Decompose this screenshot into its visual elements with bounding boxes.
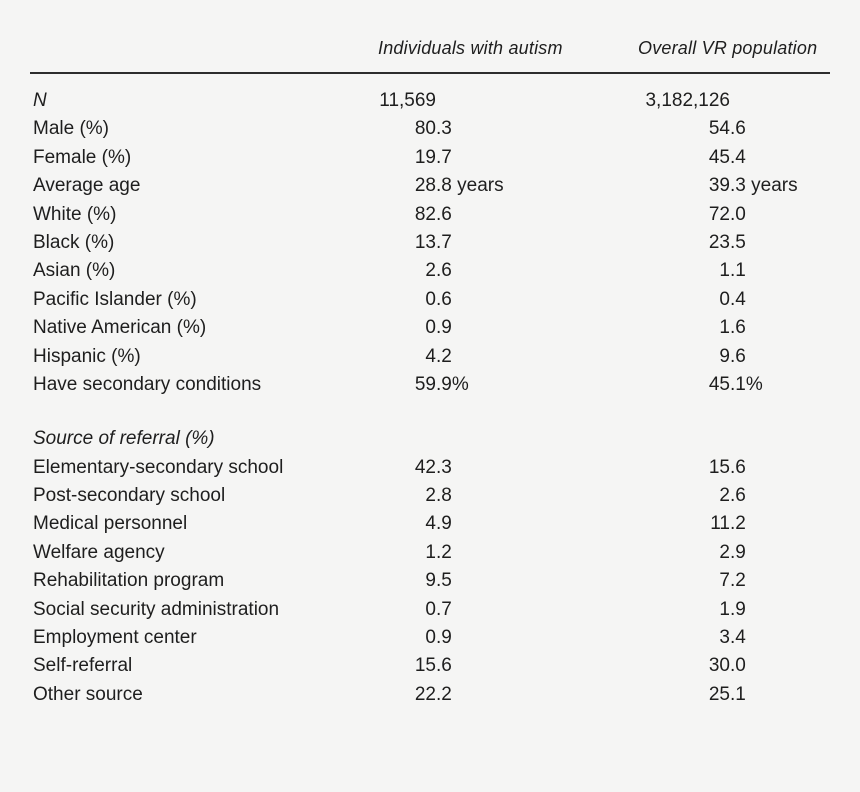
- autism-value: 4: [425, 345, 436, 367]
- autism-value: 9: [425, 570, 436, 592]
- row-label: Rehabilitation program: [33, 570, 225, 592]
- overall-value: 2: [719, 485, 730, 507]
- autism-value: 0: [425, 598, 436, 620]
- row-label: Welfare agency: [33, 541, 165, 563]
- overall-value: 9: [719, 345, 730, 367]
- overall-value: 3,182,126: [645, 90, 730, 111]
- autism-value-suffix: .8 years: [436, 175, 504, 197]
- overall-value: 0: [719, 288, 730, 310]
- overall-value-suffix: .6: [730, 118, 746, 140]
- autism-value-suffix: .9: [436, 627, 452, 649]
- section-header-row: [0, 425, 860, 453]
- table-top-rule: [30, 72, 830, 74]
- autism-value: 0: [425, 288, 436, 310]
- table-row: [0, 624, 860, 652]
- row-label: Elementary-secondary school: [33, 456, 284, 478]
- table-row: [0, 286, 860, 314]
- autism-value-suffix: .6: [436, 655, 452, 677]
- row-label: Other source: [33, 683, 143, 705]
- autism-value: 19: [414, 146, 436, 168]
- overall-value-suffix: .0: [730, 203, 746, 225]
- autism-value: 15: [414, 655, 436, 677]
- table-row: [0, 229, 860, 257]
- row-label: Source of referral (%): [33, 428, 215, 450]
- row-label: Employment center: [33, 627, 197, 649]
- autism-value: 80: [414, 118, 436, 140]
- overall-value: 11: [710, 513, 730, 535]
- autism-value-suffix: .2: [436, 683, 452, 705]
- table-row: [0, 454, 860, 482]
- row-label: Medical personnel: [33, 513, 188, 535]
- autism-value-suffix: .2: [436, 345, 452, 367]
- row-label: Hispanic (%): [33, 345, 141, 367]
- overall-value: 1: [719, 317, 730, 339]
- autism-value: 11,569: [379, 90, 436, 111]
- overall-value-suffix: .4: [730, 627, 746, 649]
- overall-value-suffix: [730, 87, 860, 115]
- overall-value: 23: [708, 231, 730, 253]
- autism-value: 2: [425, 485, 436, 507]
- table-row: [0, 482, 860, 510]
- overall-value-suffix: .6: [730, 317, 746, 339]
- table-row: [0, 371, 860, 399]
- overall-value-suffix: .2: [730, 570, 746, 592]
- autism-value-suffix: .3: [436, 118, 452, 140]
- row-label: Social security administration: [33, 598, 280, 620]
- overall-value-suffix: .6: [730, 485, 746, 507]
- row-label: Pacific Islander (%): [33, 288, 197, 310]
- overall-value-suffix: .6: [730, 456, 746, 478]
- row-label: Female (%): [33, 146, 132, 168]
- autism-value-suffix: .7: [436, 146, 452, 168]
- overall-value: 7: [719, 570, 730, 592]
- autism-value: 42: [414, 456, 436, 478]
- autism-value-suffix: .8: [436, 485, 452, 507]
- overall-value-suffix: .9: [730, 541, 746, 563]
- row-label: White (%): [33, 203, 117, 225]
- spacer-row: [0, 399, 860, 425]
- overall-value-suffix: .4: [730, 288, 746, 310]
- table-row: [0, 314, 860, 342]
- autism-value: 82: [414, 203, 436, 225]
- autism-value-suffix: .9%: [436, 373, 469, 395]
- overall-value-suffix: .1%: [730, 373, 763, 395]
- overall-value-suffix: .1: [730, 260, 746, 282]
- table-row: [0, 172, 860, 200]
- row-label: Post-secondary school: [33, 485, 226, 507]
- overall-value: 15: [708, 456, 730, 478]
- table-row: [0, 681, 860, 709]
- overall-value: 45: [708, 373, 730, 395]
- overall-value-suffix: .5: [730, 231, 746, 253]
- overall-value: 1: [719, 598, 730, 620]
- table-row: [0, 510, 860, 538]
- overall-value-suffix: .3 years: [730, 175, 798, 197]
- autism-value-suffix: .9: [436, 513, 452, 535]
- table-row: [0, 201, 860, 229]
- row-label: Self-referral: [33, 655, 133, 677]
- table-row: [0, 567, 860, 595]
- overall-value-suffix: .0: [730, 655, 746, 677]
- overall-value: 39: [708, 175, 730, 197]
- autism-value: 0: [425, 317, 436, 339]
- table-row: [0, 257, 860, 285]
- overall-value-suffix: .6: [730, 345, 746, 367]
- table-row: [0, 596, 860, 624]
- column-header-overall: Overall VR population: [638, 38, 818, 58]
- autism-value-suffix: .9: [436, 317, 452, 339]
- row-label: Have secondary conditions: [33, 373, 262, 395]
- autism-value-suffix: .6: [436, 203, 452, 225]
- row-label: N: [33, 90, 47, 111]
- autism-value-suffix: .2: [436, 541, 452, 563]
- autism-value-suffix: .3: [436, 456, 452, 478]
- row-label: Black (%): [33, 231, 115, 253]
- overall-value: 25: [708, 683, 730, 705]
- overall-value-suffix: .9: [730, 598, 746, 620]
- overall-value-suffix: .4: [730, 146, 746, 168]
- autism-value: 1: [425, 541, 436, 563]
- overall-value: 54: [708, 118, 730, 140]
- table-row: [0, 115, 860, 143]
- column-header-autism: Individuals with autism: [378, 38, 563, 58]
- overall-value: 2: [719, 541, 730, 563]
- autism-value: 0: [425, 627, 436, 649]
- autism-value-suffix: .7: [436, 231, 452, 253]
- row-label: Male (%): [33, 118, 110, 140]
- autism-value: 22: [414, 683, 436, 705]
- overall-value: 3: [719, 627, 730, 649]
- autism-value: 13: [414, 231, 436, 253]
- autism-value: 28: [414, 175, 436, 197]
- table-row: [0, 144, 860, 172]
- row-label: Asian (%): [33, 260, 116, 282]
- overall-value-suffix: .2: [730, 513, 746, 535]
- table-row: [0, 539, 860, 567]
- autism-value-suffix: .6: [436, 288, 452, 310]
- row-label: Average age: [33, 175, 141, 197]
- row-label: Native American (%): [33, 317, 207, 339]
- autism-value: 2: [425, 260, 436, 282]
- overall-value: 45: [708, 146, 730, 168]
- table-row: [0, 652, 860, 680]
- autism-value-suffix: .5: [436, 570, 452, 592]
- table-rows: [0, 87, 860, 709]
- autism-value: 59: [414, 373, 436, 395]
- autism-value-suffix: .7: [436, 598, 452, 620]
- autism-value-suffix: [436, 87, 558, 115]
- overall-value: 72: [708, 203, 730, 225]
- table-row: [0, 87, 860, 115]
- autism-value-suffix: .6: [436, 260, 452, 282]
- table-row: [0, 343, 860, 371]
- overall-value-suffix: .1: [730, 683, 746, 705]
- overall-value: 1: [719, 260, 730, 282]
- autism-value: 4: [425, 513, 436, 535]
- overall-value: 30: [708, 655, 730, 677]
